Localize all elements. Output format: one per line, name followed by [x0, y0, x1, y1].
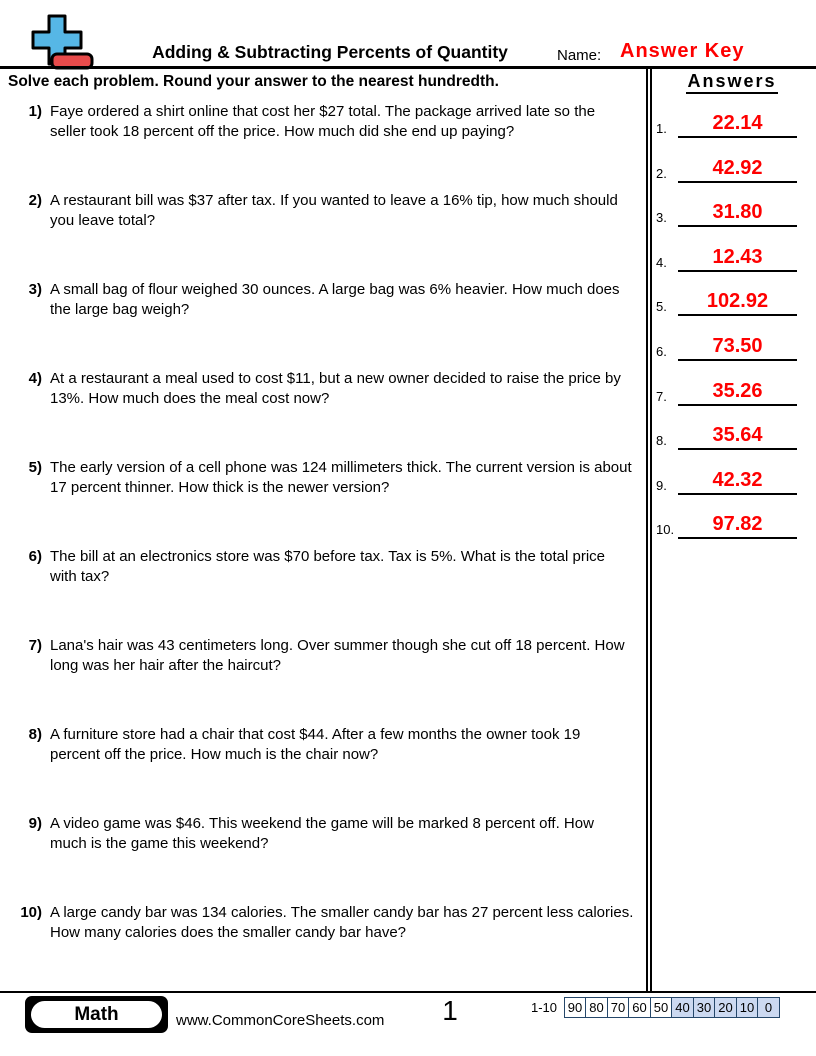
website-url: www.CommonCoreSheets.com	[176, 1012, 385, 1029]
answer-number: 10.	[656, 522, 675, 538]
answer-number: 7.	[656, 388, 667, 404]
answer-item	[650, 374, 810, 406]
score-cell: 60	[628, 997, 651, 1018]
score-cell: 70	[607, 997, 630, 1018]
answer-number: 3.	[656, 210, 667, 226]
problem-number: 4)	[28, 370, 42, 387]
subject-badge-label: Math	[31, 1001, 162, 1028]
answer-blank-line	[678, 359, 797, 361]
page-title: Adding & Subtracting Percents of Quantity	[152, 42, 508, 62]
problem-item	[0, 547, 642, 586]
answer-value: 97.82	[712, 513, 763, 536]
score-cell: 90	[564, 997, 587, 1018]
problem-text: At a restaurant a meal used to cost $11, but a new owner decided to raise the price by 13%. How much does the meal cost now?	[50, 370, 621, 407]
answer-item	[650, 151, 810, 183]
problem-item	[0, 814, 642, 853]
answer-value: 31.80	[712, 201, 763, 224]
answer-number: 2.	[656, 165, 667, 181]
problem-number: 10)	[20, 904, 42, 921]
score-cell: 20	[714, 997, 737, 1018]
score-cell: 40	[671, 997, 694, 1018]
answer-value: 102.92	[706, 290, 769, 313]
problem-text: The early version of a cell phone was 124 millimeters thick. The current version is about 17 percent thinner. How thick is the newer version?	[50, 459, 632, 496]
score-cell: 50	[650, 997, 673, 1018]
answer-blank-line	[678, 136, 797, 138]
problem-item	[0, 369, 642, 408]
score-range-label: 1-10	[531, 1000, 558, 1015]
subject-badge	[25, 996, 168, 1033]
answer-item	[650, 240, 810, 272]
answer-value: 73.50	[712, 335, 763, 357]
answer-number: 8.	[656, 433, 667, 449]
problem-number: 8)	[28, 726, 42, 743]
problem-item	[0, 280, 642, 319]
problem-number: 2)	[28, 192, 42, 209]
header-divider	[0, 66, 816, 69]
problem-number: 9)	[28, 815, 42, 832]
score-cell: 10	[736, 997, 759, 1018]
problem-number: 7)	[28, 637, 42, 654]
page-number: 1	[442, 995, 458, 1026]
answer-item	[650, 463, 810, 495]
score-cell: 0	[757, 997, 780, 1018]
answer-number: 4.	[656, 254, 667, 270]
problem-item	[0, 191, 642, 230]
problem-item	[0, 102, 642, 141]
answers-heading-text: Answers	[686, 71, 777, 94]
problem-text: Faye ordered a shirt online that cost her $27 total. The package arrived late so the seller took 18 percent off the price. How much did she end up paying?	[50, 103, 596, 140]
problem-text: A restaurant bill was $37 after tax. If you wanted to leave a 16% tip, how much should you leave total?	[50, 192, 618, 229]
problem-item	[0, 725, 642, 764]
score-table	[565, 997, 780, 1018]
answer-value: 42.32	[712, 468, 763, 491]
answer-value: 35.64	[712, 424, 763, 447]
answer-item	[650, 195, 810, 227]
answers-heading	[656, 71, 808, 92]
answer-value: 12.43	[712, 245, 763, 268]
problem-number: 6)	[28, 548, 42, 565]
answer-blank-line	[678, 448, 797, 450]
problem-text: A large candy bar was 134 calories. The smaller candy bar has 27 percent less calories. How many calories does the smaller candy bar have?	[50, 904, 634, 941]
problem-text: A small bag of flour weighed 30 ounces. A large bag was 6% heavier. How much does the large bag weigh?	[50, 281, 620, 318]
answer-number: 1.	[656, 121, 667, 136]
answer-blank-line	[678, 404, 797, 406]
problem-number: 3)	[28, 281, 42, 298]
answer-value: 42.92	[712, 156, 763, 179]
answer-item	[650, 284, 810, 316]
problem-number: 1)	[28, 103, 42, 120]
answers-list	[650, 106, 810, 566]
answer-blank-line	[678, 314, 797, 316]
answer-value: 22.14	[712, 112, 763, 134]
answer-key-label: Answer Key	[620, 40, 745, 62]
score-cell: 30	[693, 997, 716, 1018]
instruction-text: Solve each problem. Round your answer to the nearest hundredth.	[8, 73, 499, 90]
answer-item	[650, 507, 810, 539]
problem-number: 5)	[28, 459, 42, 476]
answer-blank-line	[678, 225, 797, 227]
problem-text: The bill at an electronics store was $70 before tax. Tax is 5%. What is the total price with tax?	[50, 548, 605, 585]
problem-item	[0, 458, 642, 497]
name-label: Name:	[557, 47, 602, 64]
score-cell: 80	[585, 997, 608, 1018]
answer-blank-line	[678, 270, 797, 272]
answer-number: 9.	[656, 477, 667, 493]
problem-text: A furniture store had a chair that cost $44. After a few months the owner took 19 percent off the price. How much is the chair now?	[50, 726, 581, 763]
problem-text: A video game was $46. This weekend the game will be marked 8 percent off. How much is the game this weekend?	[50, 815, 594, 852]
answer-item	[650, 106, 810, 138]
problem-item	[0, 903, 642, 942]
answer-item	[650, 418, 810, 450]
answer-blank-line	[678, 181, 797, 183]
answer-value: 35.26	[712, 379, 763, 402]
answer-item	[650, 329, 810, 361]
answer-blank-line	[678, 537, 797, 539]
answer-number: 6.	[656, 344, 667, 359]
problem-item	[0, 636, 642, 675]
footer-divider	[0, 991, 816, 993]
answer-number: 5.	[656, 299, 667, 315]
problem-text: Lana's hair was 43 centimeters long. Over summer though she cut off 18 percent. How long was her hair after the haircut?	[50, 637, 625, 674]
answer-blank-line	[678, 493, 797, 495]
